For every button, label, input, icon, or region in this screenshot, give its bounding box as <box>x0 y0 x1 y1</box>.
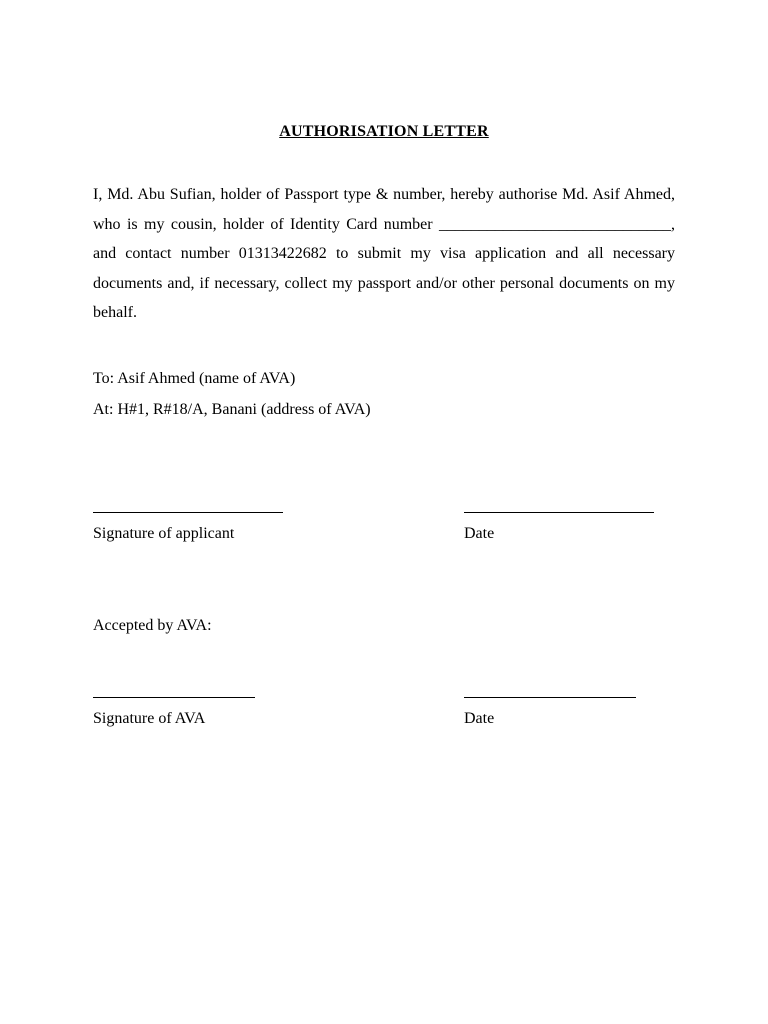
applicant-date-line <box>464 512 654 513</box>
letter-title: AUTHORISATION LETTER <box>279 123 489 140</box>
to-line: To: Asif Ahmed (name of AVA) <box>93 370 296 387</box>
ava-date-label: Date <box>464 710 495 727</box>
applicant-signature-label: Signature of applicant <box>93 525 235 542</box>
applicant-signature-line <box>93 512 283 513</box>
at-line: At: H#1, R#18/A, Banani (address of AVA) <box>93 401 371 418</box>
ava-signature-line <box>93 697 255 698</box>
body-text-part2: , and contact number 01313422682 to submit my visa application and all necessary documents and, if necessary, collect my passport and/or other personal documents on my behalf. <box>93 215 675 322</box>
applicant-date-label: Date <box>464 525 495 542</box>
id-card-blank: _____________________________ <box>439 215 671 233</box>
letter-body <box>93 180 675 328</box>
accepted-by-label: Accepted by AVA: <box>93 617 212 634</box>
ava-date-line <box>464 697 636 698</box>
body-text-part1: I, Md. Abu Sufian, holder of Passport type & number, hereby authorise Md. Asif Ahmed, who is my cousin, holder of Identity Card number <box>93 186 675 233</box>
ava-signature-label: Signature of AVA <box>93 710 206 727</box>
